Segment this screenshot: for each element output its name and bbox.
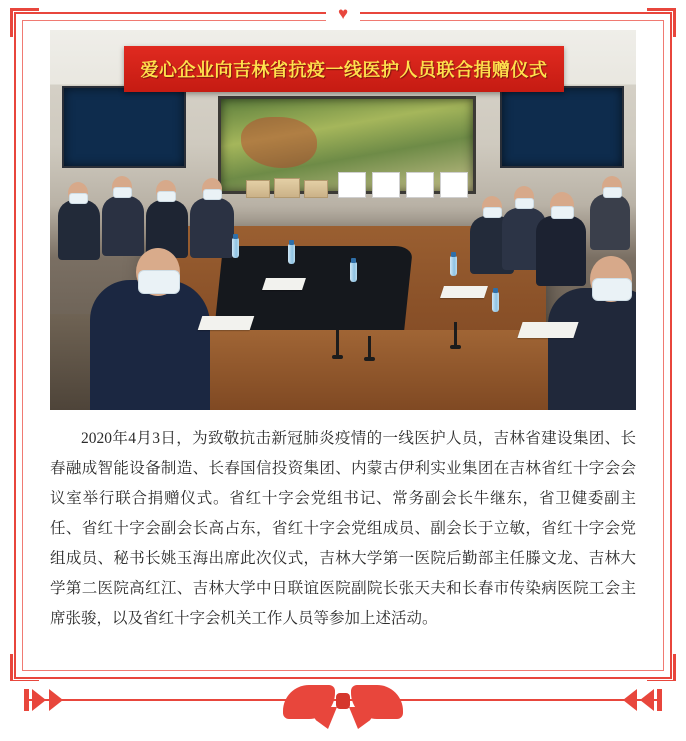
face-mask	[113, 187, 132, 198]
bottom-decoration	[0, 681, 686, 741]
attendee-body	[190, 198, 234, 258]
face-mask	[551, 206, 574, 219]
document-paper	[198, 316, 255, 330]
ceremony-photo	[50, 30, 636, 410]
document-paper	[262, 278, 306, 290]
attendee-body	[590, 194, 630, 250]
arrow-right-icon	[32, 689, 46, 711]
heart-icon	[326, 2, 360, 24]
left-arrow-ornament	[24, 689, 63, 711]
donation-box-2	[274, 178, 300, 198]
frame-corner-top-left	[10, 8, 39, 37]
frame-corner-bottom-left	[10, 654, 39, 683]
face-mask	[138, 270, 180, 294]
photo-scene	[50, 30, 636, 410]
arrow-left-icon	[623, 689, 637, 711]
attendee-body	[58, 200, 100, 260]
foreground-participant-body	[90, 280, 210, 410]
donation-sign-4	[440, 172, 468, 198]
microphone	[368, 336, 371, 358]
frame-corner-bottom-right	[647, 654, 676, 683]
ornament-bar	[657, 689, 662, 711]
heart-glyph: ♥	[337, 3, 349, 23]
attendee-body	[536, 216, 586, 286]
donation-sign-1	[338, 172, 366, 198]
donation-box-1	[246, 180, 270, 198]
attendee-body	[102, 196, 144, 256]
face-mask	[515, 198, 534, 209]
banner-text: 爱心企业向吉林省抗疫一线医护人员联合捐赠仪式	[140, 60, 548, 80]
water-bottle	[350, 262, 357, 282]
right-arrow-ornament	[623, 689, 662, 711]
face-mask	[203, 189, 222, 200]
microphone	[454, 322, 457, 346]
bow-knot	[336, 693, 350, 709]
foreground-participant-body	[548, 288, 636, 410]
frame-corner-top-right	[647, 8, 676, 37]
ribbon-bow-ornament	[283, 681, 403, 735]
face-mask	[69, 193, 88, 204]
donation-box-3	[304, 180, 328, 198]
water-bottle	[288, 244, 295, 264]
arrow-left-icon	[640, 689, 654, 711]
donation-sign-2	[372, 172, 400, 198]
microphone	[336, 330, 339, 356]
water-bottle	[232, 238, 239, 258]
ornament-bar	[24, 689, 29, 711]
ceremony-banner	[124, 46, 564, 92]
face-mask	[483, 207, 502, 218]
water-bottle	[492, 292, 499, 312]
face-mask	[603, 187, 622, 198]
document-paper	[517, 322, 578, 338]
document-paper	[440, 286, 488, 298]
article-caption	[50, 424, 636, 634]
water-bottle	[450, 256, 457, 276]
donation-sign-3	[406, 172, 434, 198]
wall-screen-right	[500, 86, 624, 168]
caption-paragraph: 2020年4月3日，为致敬抗击新冠肺炎疫情的一线医护人员，吉林省建设集团、长春融成智能设备制造、长春国信投资集团、内蒙古伊利实业集团在吉林省红十字会会议室举行联合捐赠仪式。省红十字会党组书记、常务副会长牛继东，省卫健委副主任、省红十字会副会长高占东，省红十字会党组成员、副会长于立敏，省红十字会党组成员、秘书长姚玉海出席此次仪式，吉林大学第一医院后勤部主任滕文龙、吉林大学第二医院高红江、吉林大学中日联谊医院副院长张天夫和长春市传染病医院工会主席张骏，以及省红十字会机关工作人员等参加上述活动。	[50, 430, 636, 627]
wall-screen-left	[62, 86, 186, 168]
face-mask	[592, 278, 632, 301]
face-mask	[157, 191, 176, 202]
arrow-right-icon	[49, 689, 63, 711]
